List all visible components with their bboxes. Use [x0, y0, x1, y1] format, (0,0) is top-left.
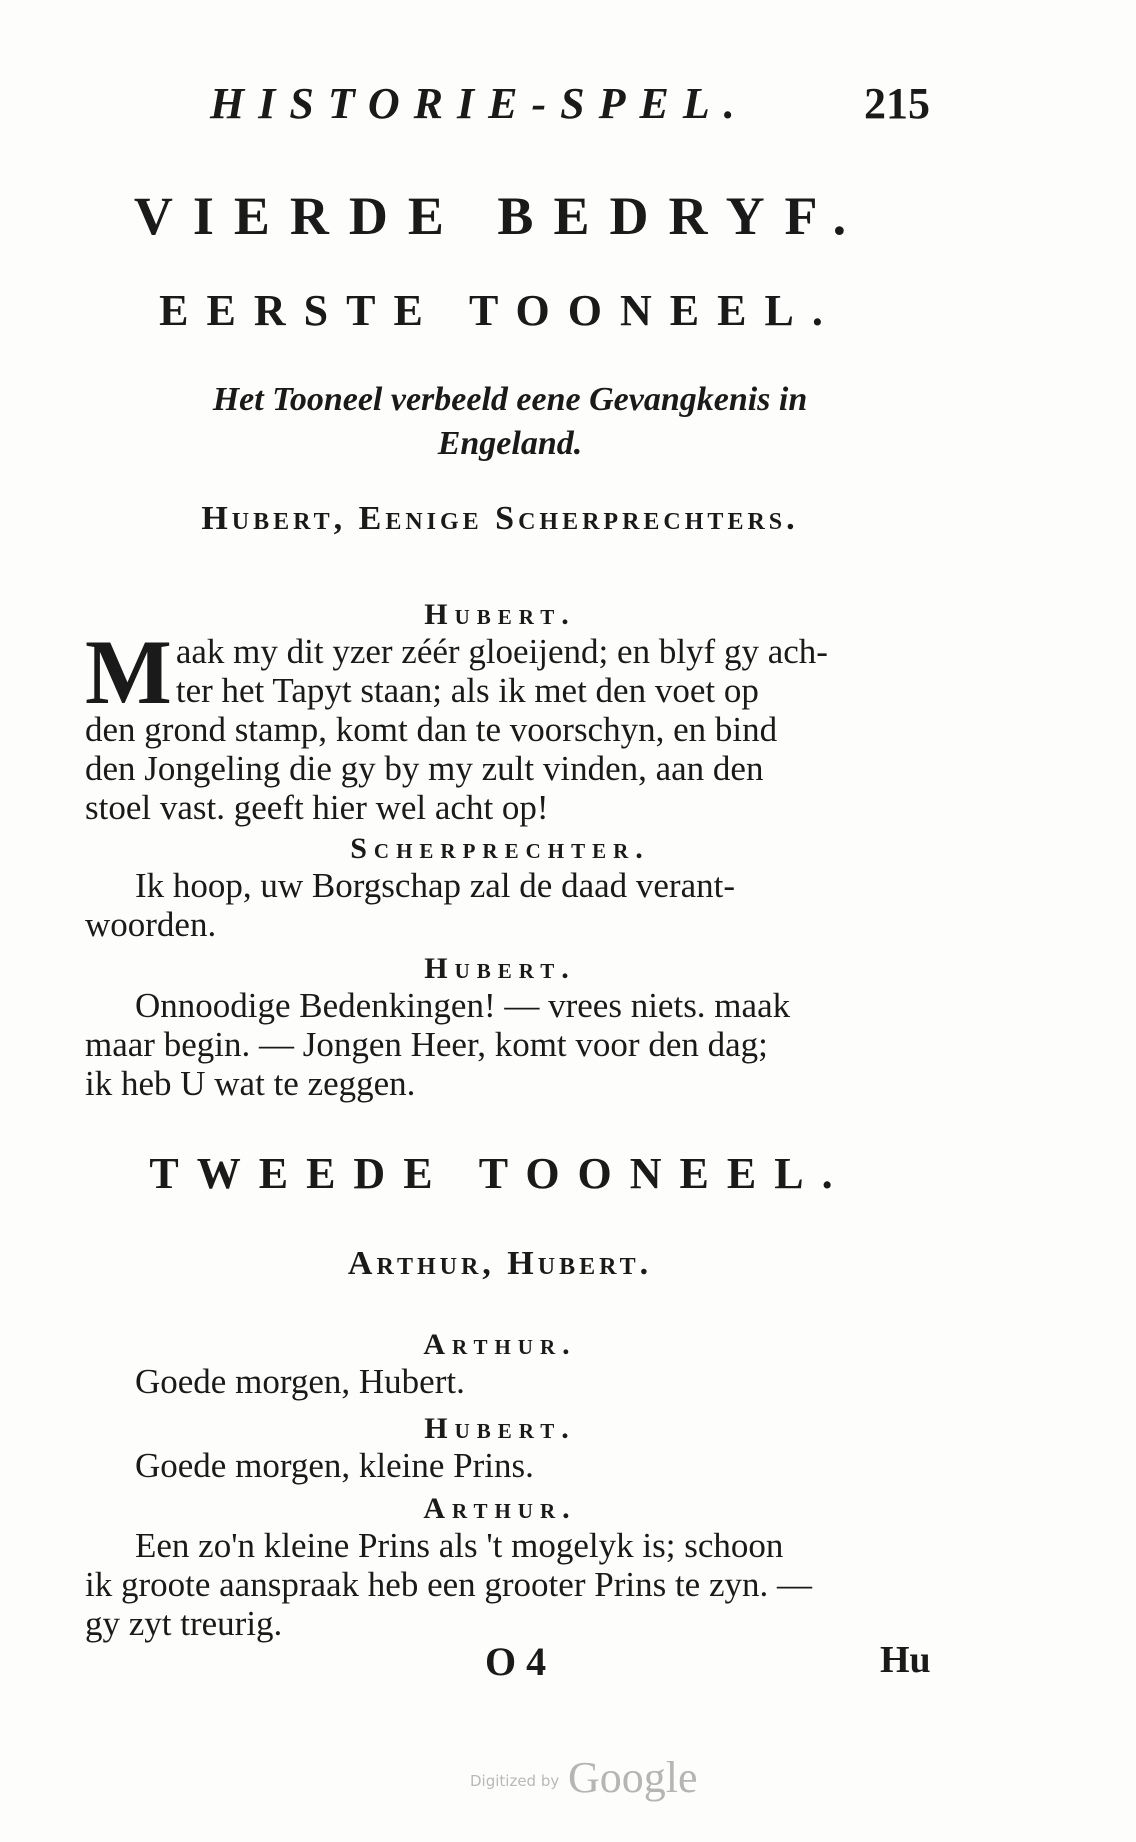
act-title: VIERDE BEDRYF.: [133, 186, 867, 246]
speech-line: ik heb U wat te zeggen.: [85, 1064, 416, 1103]
speech-line: den grond stamp, komt dan te voorschyn, en bind: [85, 710, 778, 749]
speech-block: [85, 1446, 930, 1485]
speech-line: aak my dit yzer zéér gloeijend; en blyf gy ach-: [175, 632, 828, 671]
drop-cap: M: [85, 621, 172, 723]
digitized-watermark: [470, 1752, 698, 1803]
speech-line: ter het Tapyt staan; als ik met den voet op: [175, 671, 759, 710]
running-title: HISTORIE-SPEL.: [210, 79, 749, 128]
speaker-label: Hubert.: [424, 952, 576, 985]
watermark-prefix: Digitized by: [470, 1772, 560, 1790]
cast-list-1: Hubert, Eenige Scherprechters.: [201, 500, 799, 537]
scene-title-2: TWEEDE TOONEEL.: [149, 1149, 851, 1198]
watermark-brand: Google: [568, 1753, 698, 1802]
speaker-label: Hubert.: [424, 598, 576, 631]
speech-block: [85, 1526, 930, 1643]
speech-line: Een zo'n kleine Prins als 't mogelyk is; schoon: [135, 1526, 784, 1565]
speech-line: maar begin. — Jongen Heer, komt voor den dag;: [85, 1025, 768, 1064]
speech-line: woorden.: [85, 905, 217, 944]
scene-title-1: EERSTE TOONEEL.: [159, 286, 841, 335]
speech-line: Ik hoop, uw Borgschap zal de daad verant-: [135, 866, 735, 905]
speech-line: Goede morgen, kleine Prins.: [135, 1446, 534, 1485]
speech-line: ik groote aanspraak heb een grooter Prins te zyn. —: [85, 1565, 812, 1604]
signature-mark: O 4: [485, 1639, 547, 1684]
speech-line: Onnoodige Bedenkingen! — vrees niets. maak: [135, 986, 791, 1025]
speaker-label: Arthur.: [423, 1492, 577, 1525]
speech-block: [85, 621, 930, 827]
stage-direction: Het Tooneel verbeeld eene Gevangkenis in Engeland.: [212, 381, 808, 462]
speaker-label: Scherprechter.: [350, 832, 650, 865]
speech-line: stoel vast. geeft hier wel acht op!: [85, 788, 549, 827]
cast-list-2: Arthur, Hubert.: [347, 1245, 653, 1282]
running-head: [210, 78, 940, 138]
speech-line: den Jongeling die gy by my zult vinden, aan den: [85, 749, 764, 788]
speech-block: [85, 1362, 930, 1401]
speech-line: Goede morgen, Hubert.: [135, 1362, 465, 1401]
speaker-label: Hubert.: [424, 1412, 576, 1445]
speech-block: [85, 986, 930, 1103]
catchword: Hu: [880, 1639, 931, 1681]
speech-line: gy zyt treurig.: [85, 1604, 283, 1643]
page-number: 215: [864, 79, 930, 128]
speech-block: [85, 866, 930, 944]
speaker-label: Arthur.: [423, 1328, 577, 1361]
